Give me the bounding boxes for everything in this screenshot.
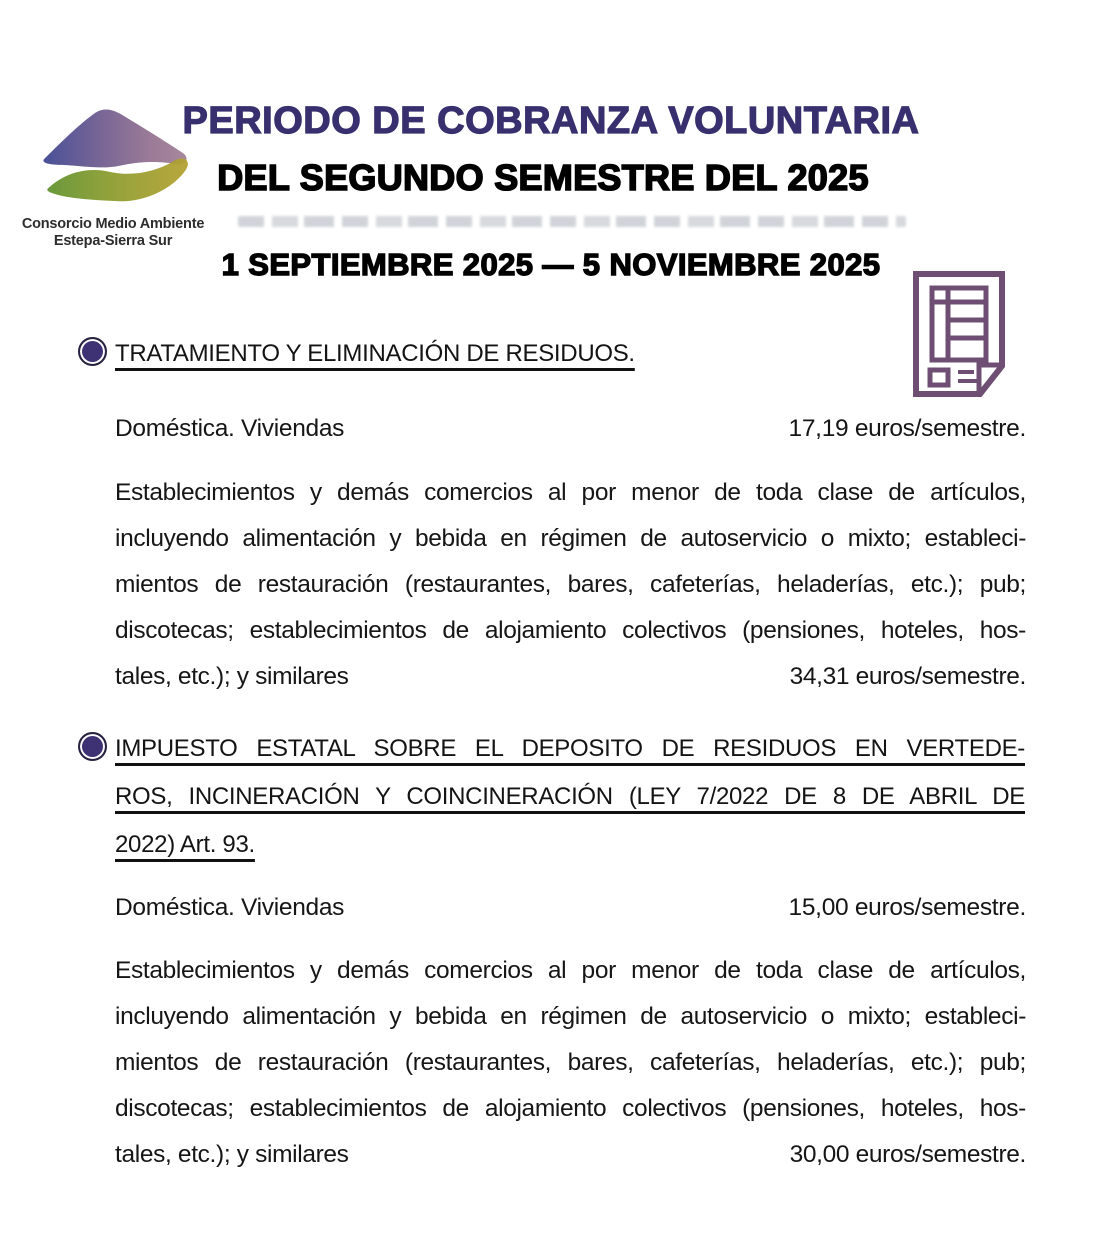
section-1-heading bbox=[78, 330, 1025, 378]
rate-value: 17,19 euros/semestre. bbox=[788, 415, 1026, 442]
section-2-heading-line: 2022) Art. 93. bbox=[115, 831, 255, 858]
collection-date-range: 1 SEPTIEMBRE 2025 — 5 NOVIEMBRE 2025 bbox=[221, 247, 881, 282]
rate-row bbox=[115, 414, 1026, 444]
paragraph-line: mientos de restauración (restaurantes, bares, cafeterías, heladerías, etc.); pub; bbox=[115, 1049, 1026, 1076]
paragraph-line: Establecimientos y demás comercios al por menor de toda clase de artículos, bbox=[115, 479, 1026, 506]
logo-caption-line1: Consorcio Medio Ambiente bbox=[21, 216, 205, 232]
rate-value: 15,00 euros/semestre. bbox=[788, 894, 1026, 921]
paragraph-last-text: tales, etc.); y similares bbox=[115, 663, 349, 690]
paragraph-line: Establecimientos y demás comercios al por menor de toda clase de artículos, bbox=[115, 957, 1026, 984]
paragraph-last-text: tales, etc.); y similares bbox=[115, 1141, 349, 1168]
page-subtitle: DEL SEGUNDO SEMESTRE DEL 2025 bbox=[217, 157, 869, 198]
rate-label: Doméstica. Viviendas bbox=[115, 894, 345, 921]
paragraph-line: mientos de restauración (restaurantes, bares, cafeterías, heladerías, etc.); pub; bbox=[115, 571, 1026, 598]
paragraph-line: incluyendo alimentación y bebida en régimen de autoservicio o mixto; estableci- bbox=[115, 1003, 1026, 1030]
paragraph-line: discotecas; establecimientos de alojamiento colectivos (pensiones, hoteles, hos- bbox=[115, 1095, 1026, 1122]
paragraph-last-line bbox=[115, 1132, 1026, 1178]
rate-value: 30,00 euros/semestre. bbox=[789, 1141, 1026, 1168]
section-2-heading bbox=[78, 725, 1025, 869]
rate-row bbox=[115, 893, 1026, 923]
bullet-icon bbox=[78, 732, 107, 761]
paragraph-line: discotecas; establecimientos de alojamiento colectivos (pensiones, hoteles, hos- bbox=[115, 617, 1026, 644]
section-1-paragraph bbox=[115, 470, 1026, 700]
paragraph-line: incluyendo alimentación y bebida en régimen de autoservicio o mixto; estableci- bbox=[115, 525, 1026, 552]
section-1-heading-line: TRATAMIENTO Y ELIMINACIÓN DE RESIDUOS. bbox=[115, 340, 635, 367]
page-title: PERIODO DE COBRANZA VOLUNTARIA bbox=[182, 100, 920, 142]
logo-caption bbox=[16, 216, 210, 250]
bullet-icon bbox=[78, 337, 107, 366]
section-2-heading-line: IMPUESTO ESTATAL SOBRE EL DEPOSITO DE RESIDUOS EN VERTEDE- bbox=[115, 735, 1025, 762]
section-2-paragraph bbox=[115, 948, 1026, 1178]
paragraph-last-line bbox=[115, 654, 1026, 700]
logo-caption-line2: Estepa-Sierra Sur bbox=[53, 233, 173, 249]
section-2-heading-line: ROS, INCINERACIÓN Y COINCINERACIÓN (LEY 7/2022 DE 8 DE ABRIL DE bbox=[115, 783, 1025, 810]
rate-label: Doméstica. Viviendas bbox=[115, 415, 345, 442]
rate-value: 34,31 euros/semestre. bbox=[789, 663, 1026, 690]
erased-text-smudge bbox=[238, 216, 906, 227]
